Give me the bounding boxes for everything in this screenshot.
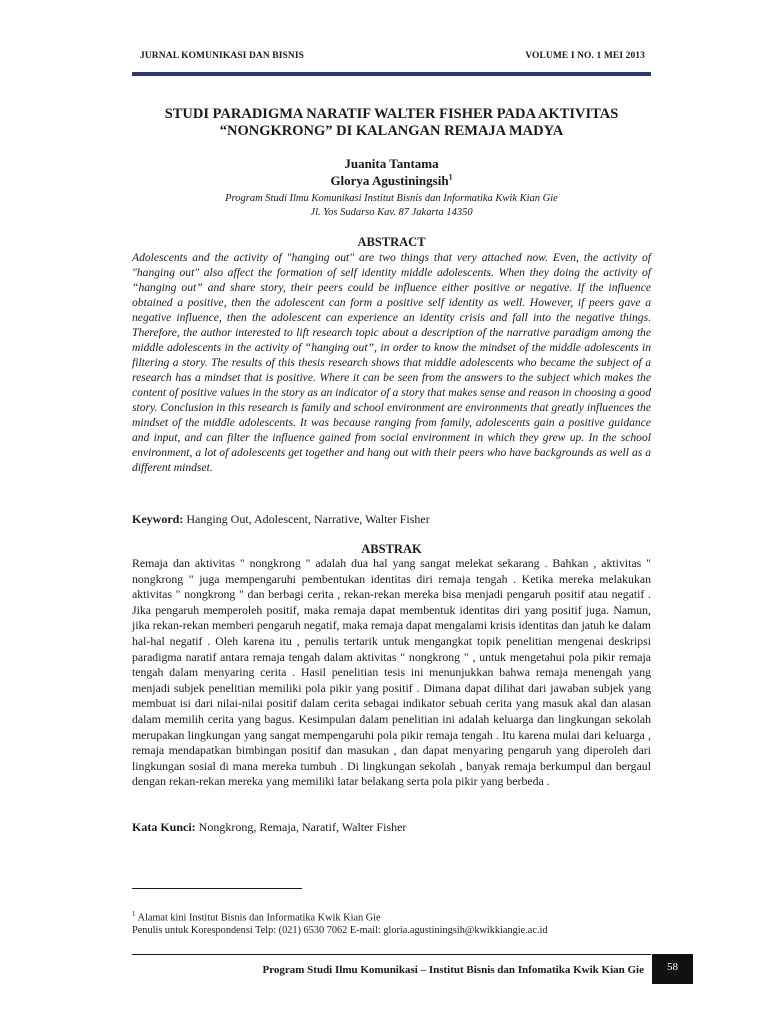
running-header-volume: VOLUME I NO. 1 MEI 2013 bbox=[525, 51, 645, 61]
keywords-indonesian bbox=[132, 820, 651, 835]
kata-kunci-label: Kata Kunci: bbox=[132, 820, 196, 834]
footnote-rule bbox=[132, 888, 302, 889]
abstrak-indonesian-text: Remaja dan aktivitas " nongkrong " adalah dua hal yang sangat melekat sekarang . Bahkan , aktivitas " nongkrong " juga mempengaruhi pembentukan identitas diri remaja tengah . Ketika mereka melakukan aktivitas " nongkrong " dan berbagi cerita , rekan-rekan mereka bisa menjadi pengaruh positif atau negatif . Jika pengaruh memperoleh positif, maka remaja dapat membentuk identitas diri yang positif juga. Namun, jika rekan-rekan memberi pengaruh negatif, maka remaja dapat mengalami krisis identitas dan jatuh ke dalam hal-hal negatif . Oleh karena itu , penulis tertarik untuk mengangkat topik penelitian mengenai deskripsi paradigma naratif antara remaja tengah dalam aktivitas " nongkrong " , untuk mengetahui pola pikir remaja tengah dalam menyaring cerita . Hasil penelitian tesis ini menunjukkan bahwa remaja menengah yang menjadi subjek penelitian memiliki pola pikir yang positif . Dimana dapat dilihat dari jawaban subjek yang membuat isi dari nilai-nilai positif dalam cerita sebagai indikator sebuah cerita yang masuk akal dan alasan dalam memilih cerita yang bagus. Kesimpulan dalam penelitian ini adalah keluarga dan lingkungan sekolah merupakan lingkungan yang sangat mempengaruhi pola pikir remaja tengah . Itu karena mulai dari keluarga , remaja mendapatkan bimbingan positif dan masukan , dan dapat menyaring pengaruh yang diperoleh dari lingkungan sosial di mana mereka tumbuh . Di lingkungan sekolah , banyak remaja berkumpul dan bergaul dengan rekan-rekan mereka yang memiliki latar belakang serta pola pikir yang berbeda . bbox=[132, 556, 651, 789]
footnote-line-2: Penulis untuk Korespondensi Telp: (021) 6530 7062 E-mail: gloria.agustiningsih@kwikkiangie.ac.id bbox=[132, 925, 548, 937]
footnote-marker: 1 bbox=[448, 172, 453, 182]
author-name-1: Juanita Tantama bbox=[344, 156, 439, 171]
affiliation-line-1: Program Studi Ilmu Komunikasi Institut Bisnis dan Informatika Kwik Kian Gie bbox=[225, 193, 558, 204]
abstrak-heading: ABSTRAK bbox=[361, 542, 422, 556]
footnote-address: Alamat kini Institut Bisnis dan Informatika Kwik Kian Gie bbox=[137, 912, 381, 924]
article-title bbox=[132, 106, 651, 140]
keywords-english bbox=[132, 512, 651, 527]
running-header-journal: JURNAL KOMUNIKASI DAN BISNIS bbox=[140, 51, 305, 61]
abstract-english-text: Adolescents and the activity of "hanging out" are two things that very attached now. Even, the activity of "hanging out" also affect the formation of self identity middle adolescents. When they doing the activity of “hanging out” and share story, their peers could be influence either positive or negative. If the influence obtained a positive, then the adolescent can form a positive self identity as well. However, if peers gave a negative influence, then the adolescent can experience an identity crisis and fall into the negative things. Therefore, the author interested to lift research topic about a description of the narrative paradigm among the middle adolescents in the activity of “hanging out”, in order to know the mindset of the middle adolescents in filtering a story. The results of this thesis research shows that middle adolescents who became the subject of a research has a mindset that is positive. Where it can be seen from the answers to the subject which makes the content of positive values in the story as an indicator of a story that makes sense and reason in choosing a good story. Conclusion in this research is family and school environment are environments that greatly influences the mindset of the middle adolescents. It was because ranging from family, adolescents gain a positive guidance and input, and can filter the influence gained from social environment in which they grew up. In the school environment, a lot of adolescents get together and hang out with their peers who have backgrounds as well as a different mindset. bbox=[132, 251, 651, 474]
footer-institution: Program Studi Ilmu Komunikasi – Institut Bisnis dan Infomatika Kwik Kian Gie bbox=[262, 964, 644, 976]
author-name-2 bbox=[132, 173, 651, 189]
title-line-2: “NONGKRONG” DI KALANGAN REMAJA MADYA bbox=[219, 123, 564, 139]
abstract-heading: ABSTRACT bbox=[357, 235, 426, 249]
kata-kunci-values: Nongkrong, Remaja, Naratif, Walter Fisher bbox=[198, 820, 407, 834]
header-rule bbox=[132, 72, 651, 76]
footnote bbox=[132, 908, 672, 937]
keyword-label: Keyword: bbox=[132, 512, 184, 526]
affiliation bbox=[132, 192, 651, 219]
footnote-line-1 bbox=[132, 908, 672, 924]
footnote-number: 1 bbox=[132, 910, 136, 918]
author-2-name: Glorya Agustiningsih bbox=[330, 173, 449, 188]
keyword-values: Hanging Out, Adolescent, Narrative, Walter Fisher bbox=[186, 512, 430, 526]
title-line-1: STUDI PARADIGMA NARATIF WALTER FISHER PADA AKTIVITAS bbox=[164, 106, 619, 122]
affiliation-line-2: Jl. Yos Sudarso Kav. 87 Jakarta 14350 bbox=[310, 206, 473, 218]
page-number: 58 bbox=[652, 954, 693, 984]
footer-rule bbox=[132, 954, 651, 955]
